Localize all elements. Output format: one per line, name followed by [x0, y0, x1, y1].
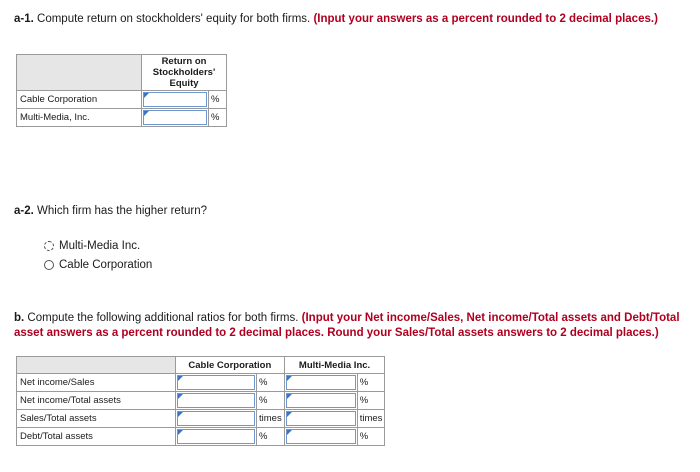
ratios-row-label: Debt/Total assets	[17, 428, 176, 446]
ratio-unit: times	[257, 410, 285, 428]
ratio-unit: %	[257, 392, 285, 410]
roe-multimedia-input[interactable]	[142, 109, 209, 127]
question-a1-text: Compute return on stockholders' equity for both firms.	[33, 13, 314, 25]
question-a2-label: a-2.	[14, 205, 34, 217]
question-b-text: Compute the following additional ratios for both firms.	[24, 312, 302, 324]
ratio-unit: times	[357, 410, 385, 428]
roe-cable-input[interactable]	[142, 91, 209, 109]
ratios-table-corner	[17, 357, 176, 374]
roe-table-header: Return on Stockholders' Equity	[142, 55, 227, 91]
question-a1	[14, 12, 694, 27]
ratios-table	[16, 356, 385, 446]
roe-multimedia-unit: %	[209, 109, 227, 127]
question-b-label: b.	[14, 312, 25, 324]
question-a2	[14, 204, 207, 219]
radio-circle-icon[interactable]	[44, 241, 54, 251]
ratios-col-multimedia: Multi-Media Inc.	[284, 357, 385, 374]
question-b-instruction: (Input your Net income/Sales, Net income/Total assets and Debt/Total asset answers as a percent rounded to 2 decimal places. Round your Sales/Total assets answers to 2 decimal places.)	[14, 312, 680, 339]
ratio-input-mm-ni-ta[interactable]	[284, 392, 357, 410]
radio-option-label: Multi-Media Inc.	[59, 240, 141, 252]
ratios-row-label: Net income/Sales	[17, 374, 176, 392]
question-b	[14, 311, 690, 341]
radio-option-multimedia[interactable]	[44, 240, 140, 252]
question-a1-instruction: (Input your answers as a percent rounded to 2 decimal places.)	[313, 13, 658, 25]
ratio-unit: %	[357, 374, 385, 392]
ratio-unit: %	[357, 428, 385, 446]
roe-row-label-multimedia: Multi-Media, Inc.	[17, 109, 142, 127]
radio-option-label: Cable Corporation	[59, 259, 153, 271]
ratio-input-mm-sales-ta[interactable]	[284, 410, 357, 428]
ratio-input-cable-debt-ta[interactable]	[176, 428, 257, 446]
radio-option-cable[interactable]	[44, 259, 152, 271]
question-a2-text: Which firm has the higher return?	[33, 205, 208, 217]
ratio-input-cable-ni-sales[interactable]	[176, 374, 257, 392]
radio-circle-icon[interactable]	[44, 260, 54, 270]
ratio-unit: %	[357, 392, 385, 410]
question-a1-label: a-1.	[14, 13, 34, 25]
ratio-unit: %	[257, 428, 285, 446]
ratio-input-mm-ni-sales[interactable]	[284, 374, 357, 392]
ratio-input-cable-sales-ta[interactable]	[176, 410, 257, 428]
ratio-input-mm-debt-ta[interactable]	[284, 428, 357, 446]
roe-table-corner	[17, 55, 142, 91]
ratios-col-cable: Cable Corporation	[176, 357, 285, 374]
roe-cable-unit: %	[209, 91, 227, 109]
ratios-row-label: Sales/Total assets	[17, 410, 176, 428]
ratio-input-cable-ni-ta[interactable]	[176, 392, 257, 410]
ratios-row-label: Net income/Total assets	[17, 392, 176, 410]
ratio-unit: %	[257, 374, 285, 392]
roe-row-label-cable: Cable Corporation	[17, 91, 142, 109]
roe-table	[16, 54, 227, 127]
